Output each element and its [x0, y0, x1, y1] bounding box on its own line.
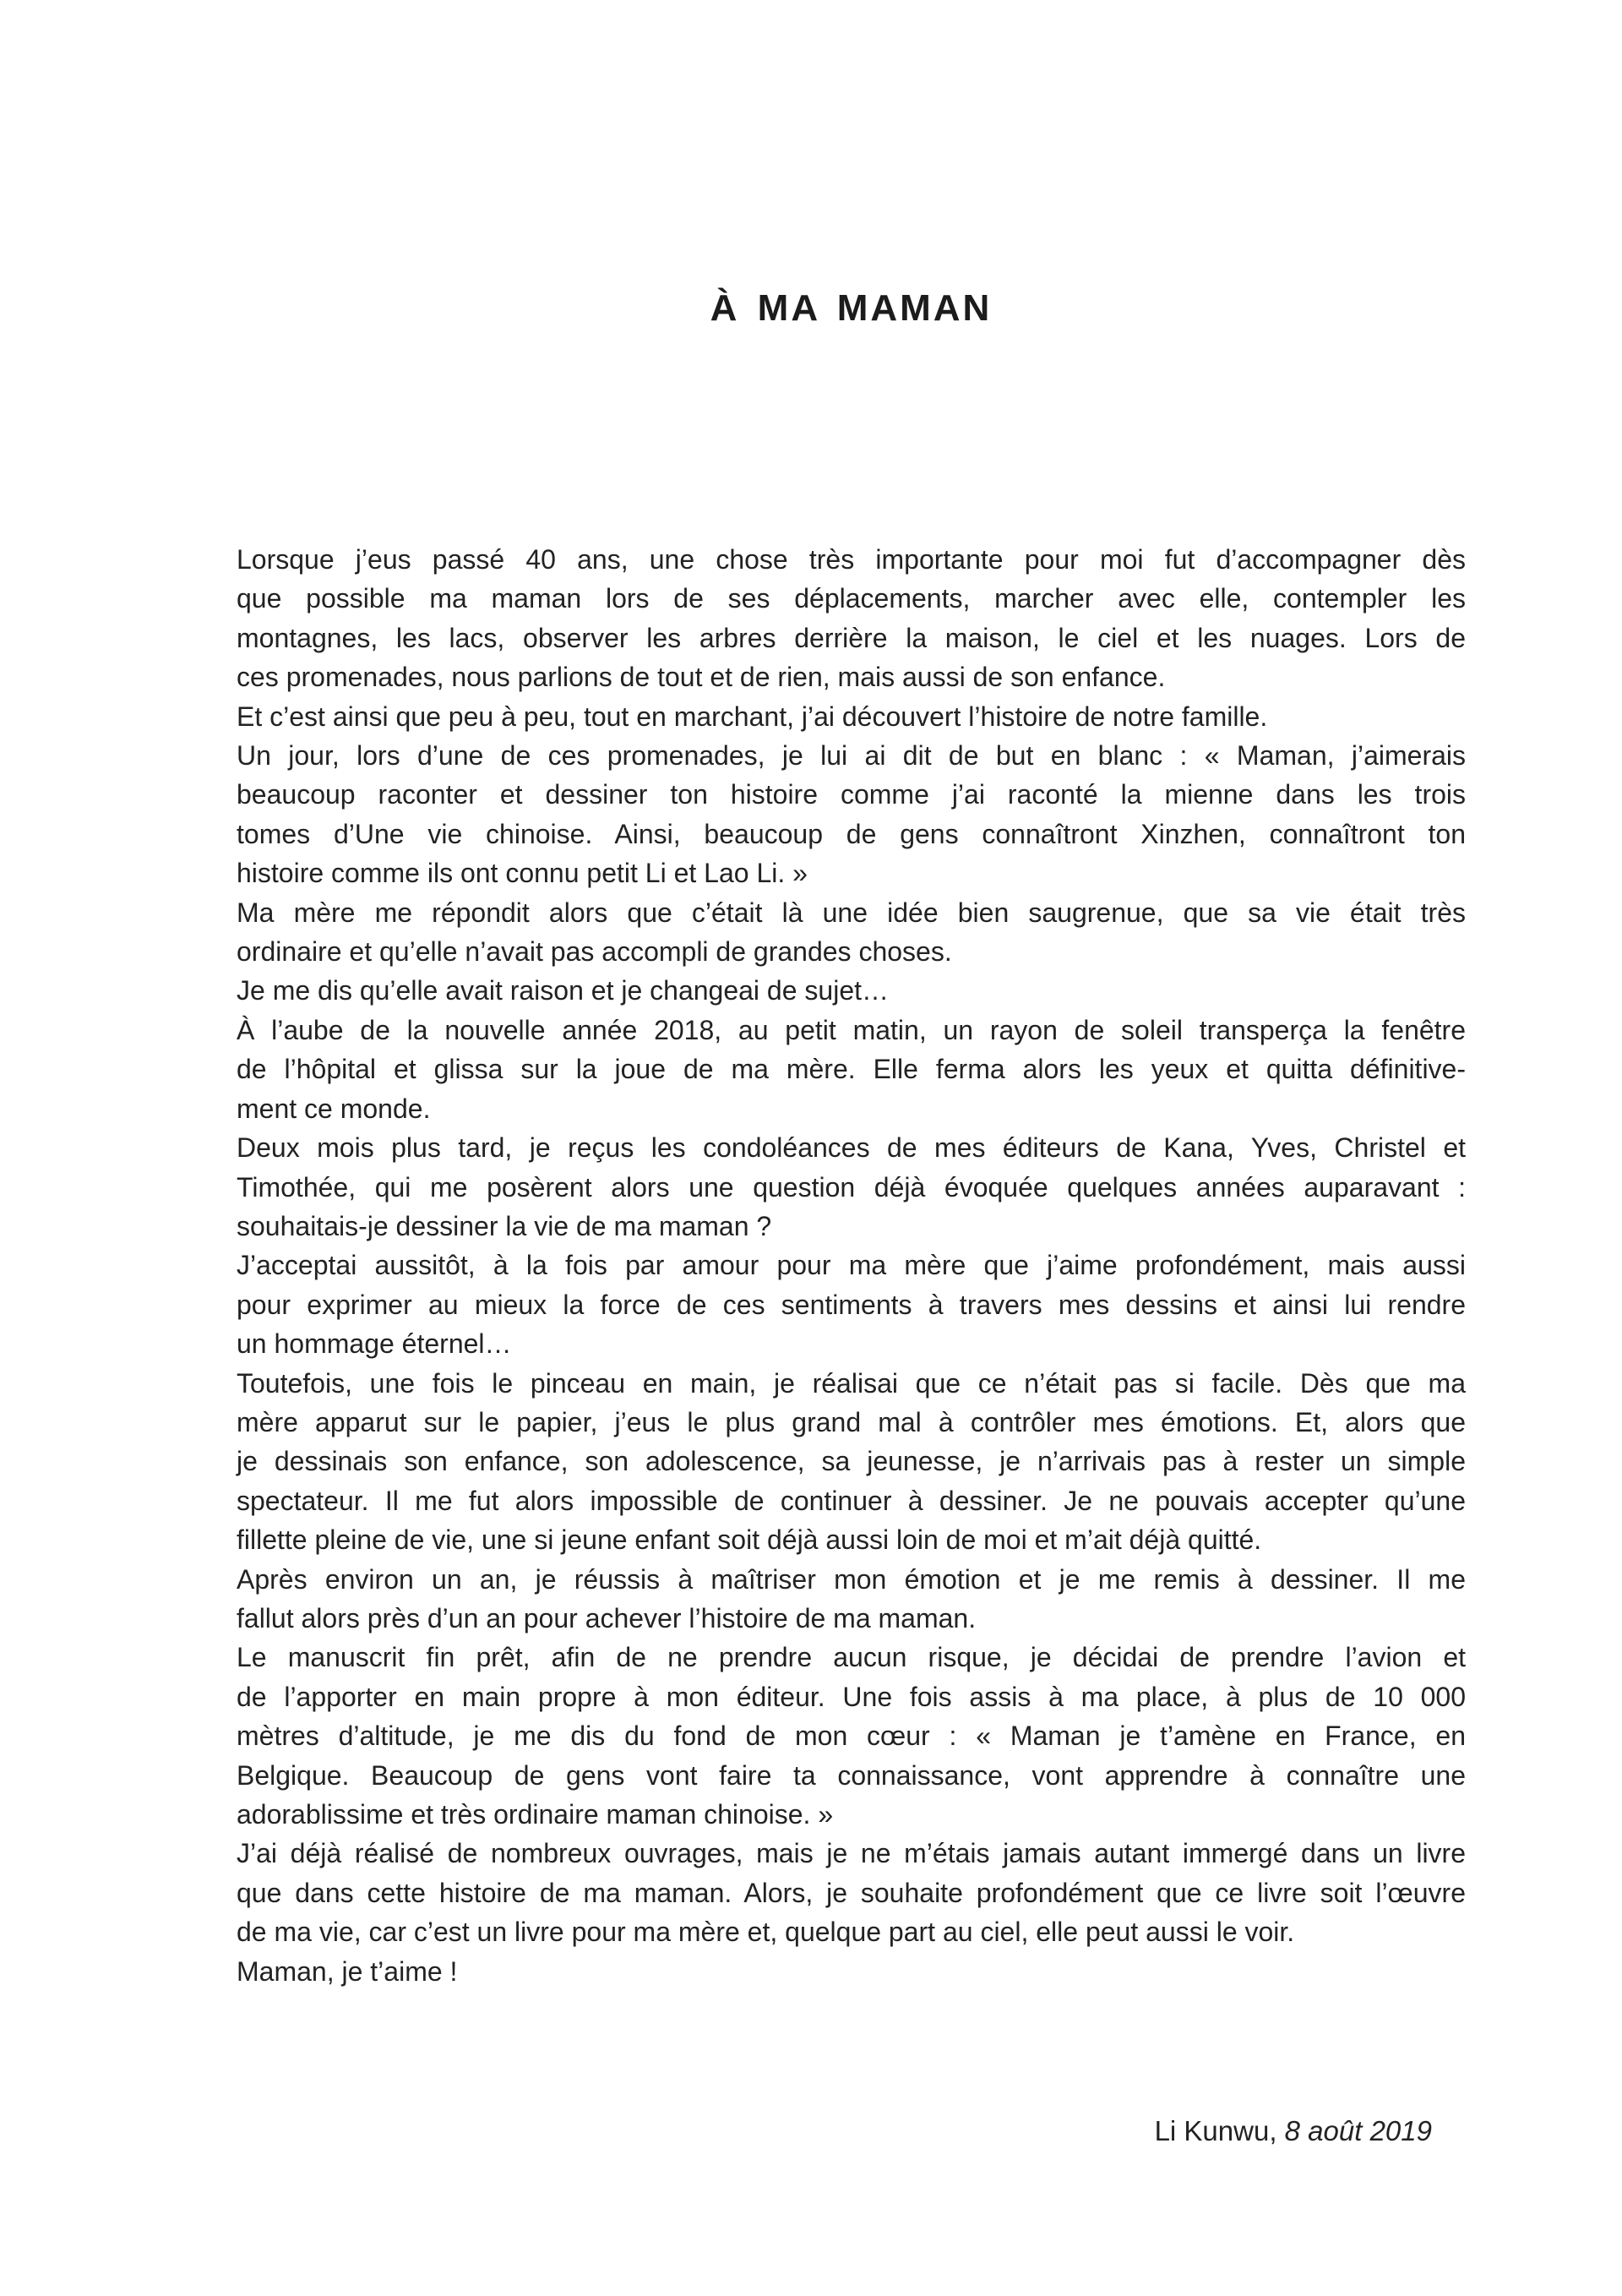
text-line: Timothée, qui me posèrent alors une question déjà évoquée quelques années auparavant :: [237, 1171, 1466, 1203]
paragraph: [237, 971, 1466, 1010]
text-line: histoire comme ils ont connu petit Li et Lao Li. »: [237, 858, 808, 889]
text-line: À l’aube de la nouvelle année 2018, au petit matin, un rayon de soleil transperça la fenêtre: [237, 1014, 1466, 1045]
paragraph: [237, 697, 1466, 736]
text-line: Ma mère me répondit alors que c’était là une idée bien saugrenue, que sa vie était très: [237, 897, 1466, 928]
paragraph: [237, 1638, 1466, 1834]
paragraph: [237, 1011, 1466, 1128]
signature-date: 8 août 2019: [1284, 2115, 1432, 2146]
text-line: Maman, je t’aime !: [237, 1955, 458, 1987]
text-line: Lorsque j’eus passé 40 ans, une chose très importante pour moi fut d’accompagner dès: [237, 544, 1466, 575]
text-line: pour exprimer au mieux la force de ces sentiments à travers mes dessins et ainsi lui rendre: [237, 1289, 1466, 1320]
text-line: Deux mois plus tard, je reçus les condoléances de mes éditeurs de Kana, Yves, Christel et: [237, 1132, 1466, 1164]
text-line: que dans cette histoire de ma maman. Alors, je souhaite profondément que ce livre soit l’œuvre: [237, 1877, 1466, 1908]
text-line: un hommage éternel…: [237, 1328, 512, 1360]
signature: [1155, 2115, 1432, 2147]
text-line: Après environ un an, je réussis à maîtriser mon émotion et je me remis à dessiner. Il me: [237, 1563, 1466, 1595]
text-line: J’acceptai aussitôt, à la fois par amour pour ma mère que j’aime profondément, mais aussi: [237, 1250, 1466, 1281]
paragraph: [237, 540, 1466, 697]
page-title: À MA MAMAN: [710, 287, 993, 329]
text-line: ordinaire et qu’elle n’avait pas accompli de grandes choses.: [237, 936, 952, 968]
paragraph: [237, 1364, 1466, 1560]
text-line: mère apparut sur le papier, j’eus le plus grand mal à contrôler mes émotions. Et, alors que: [237, 1406, 1466, 1437]
dedication-text: [237, 540, 1466, 1991]
text-line: Et c’est ainsi que peu à peu, tout en marchant, j’ai découvert l’histoire de notre famille.: [237, 701, 1268, 732]
text-line: tomes d’Une vie chinoise. Ainsi, beaucoup de gens connaîtront Xinzhen, connaîtront ton: [237, 818, 1466, 849]
text-line: souhaitais-je dessiner la vie de ma maman ?: [237, 1210, 772, 1241]
signature-author: Li Kunwu,: [1154, 2115, 1285, 2146]
text-line: de l’hôpital et glissa sur la joue de ma mère. Elle ferma alors les yeux et quitta définitive-: [237, 1054, 1466, 1085]
text-line: Toutefois, une fois le pinceau en main, je réalisai que ce n’était pas si facile. Dès que ma: [237, 1367, 1466, 1399]
text-line: Un jour, lors d’une de ces promenades, je lui ai dit de but en blanc : « Maman, j’aimerais: [237, 740, 1466, 772]
text-line: beaucoup raconter et dessiner ton histoire comme j’ai raconté la mienne dans les trois: [237, 779, 1466, 810]
text-line: de ma vie, car c’est un livre pour ma mère et, quelque part au ciel, elle peut aussi le voir.: [237, 1917, 1295, 1948]
text-line: ces promenades, nous parlions de tout et de rien, mais aussi de son enfance.: [237, 662, 1166, 693]
paragraph: [237, 1246, 1466, 1363]
paragraph: [237, 1128, 1466, 1246]
text-line: je dessinais son enfance, son adolescence, sa jeunesse, je n’arrivais pas à rester un simple: [237, 1446, 1466, 1477]
text-line: montagnes, les lacs, observer les arbres derrière la maison, le ciel et les nuages. Lors de: [237, 622, 1466, 653]
text-line: fallut alors près d’un an pour achever l’histoire de ma maman.: [237, 1602, 977, 1633]
paragraph: [237, 1952, 1466, 1991]
text-line: Le manuscrit fin prêt, afin de ne prendre aucun risque, je décidai de prendre l’avion et: [237, 1642, 1466, 1673]
paragraph: [237, 1560, 1466, 1639]
text-line: adorablissime et très ordinaire maman chinoise. »: [237, 1799, 834, 1830]
paragraph: [237, 736, 1466, 893]
text-line: ment ce monde.: [237, 1093, 431, 1124]
text-line: J’ai déjà réalisé de nombreux ouvrages, mais je ne m’étais jamais autant immergé dans un livre: [237, 1838, 1466, 1869]
text-line: Je me dis qu’elle avait raison et je changeai de sujet…: [237, 975, 889, 1006]
text-line: fillette pleine de vie, une si jeune enfant soit déjà aussi loin de moi et m’ait déjà quitté.: [237, 1524, 1262, 1556]
text-line: mètres d’altitude, je me dis du fond de mon cœur : « Maman je t’amène en France, en: [237, 1721, 1466, 1752]
text-line: que possible ma maman lors de ses déplacements, marcher avec elle, contempler les: [237, 583, 1466, 614]
paragraph: [237, 893, 1466, 972]
paragraph: [237, 1834, 1466, 1951]
text-line: de l’apporter en main propre à mon éditeur. Une fois assis à ma place, à plus de 10 000: [237, 1681, 1466, 1712]
text-line: spectateur. Il me fut alors impossible de continuer à dessiner. Je ne pouvais accepter qu’une: [237, 1485, 1466, 1516]
text-line: Belgique. Beaucoup de gens vont faire ta connaissance, vont apprendre à connaître une: [237, 1759, 1466, 1791]
